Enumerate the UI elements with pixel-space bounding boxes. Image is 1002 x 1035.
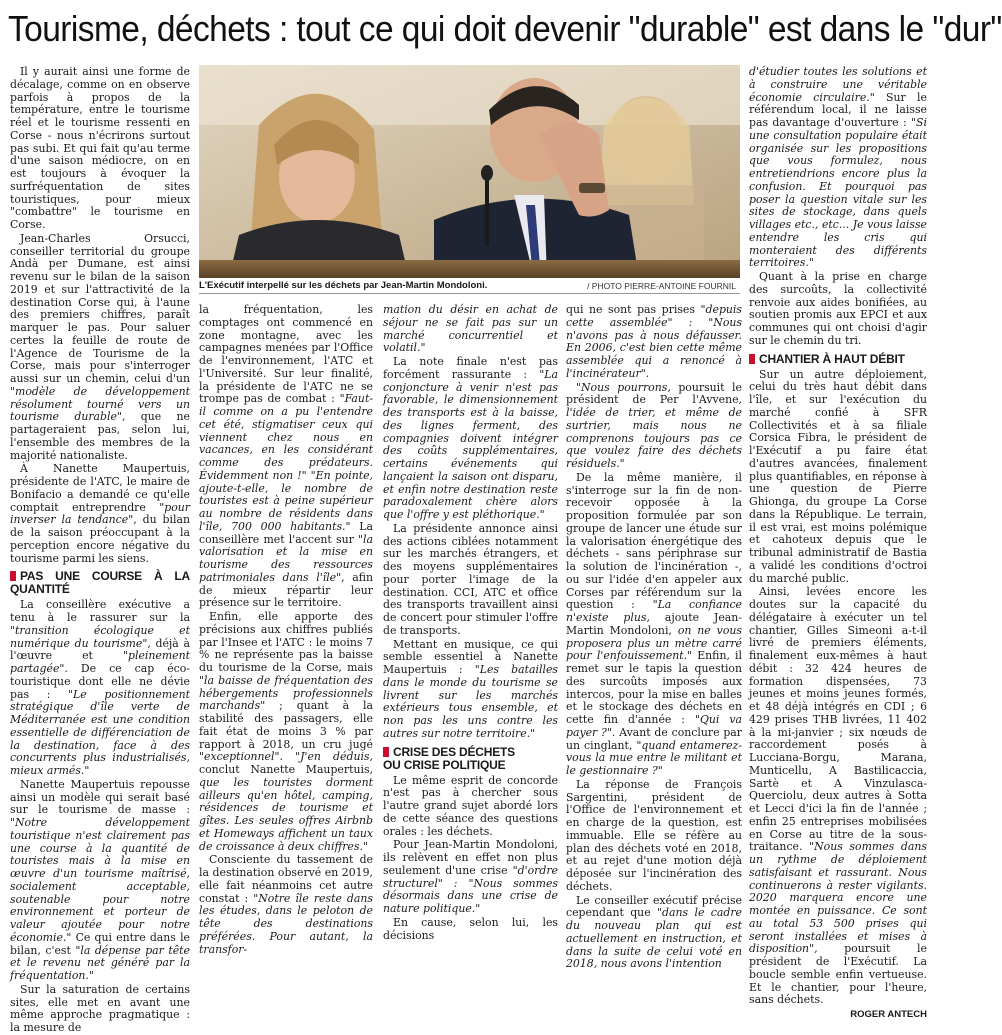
subhead-marker-icon [749, 354, 755, 364]
article-column-5 [749, 65, 927, 1020]
article-photo [199, 65, 740, 278]
paragraph: Jean-Charles Orsucci, conseiller territorial du groupe Andà per Dumane, est ainsi revenu sur le bilan de la saison 2019 et sur l'attractivité de la destination Corse qui, à l'aune des premiers chiffres, paraît marquer le pas. Pour saluer certes la feuille de route de l'Agence de Tourisme de la Corse, mais pour s'interroger aussi sur un chemin, celui d'un "modèle de développement résolument tourné vers un tourisme durable", que ne partageraient pas, selon lui, l'ensemble des membres de la majorité nationaliste. [10, 231, 190, 462]
photo-credit: / PHOTO PIERRE-ANTOINE FOURNIL [587, 281, 736, 291]
article-column-3 [383, 303, 558, 942]
section-subhead: CRISE DES DÉCHETS OU CRISE POLITIQUE [383, 744, 515, 772]
paragraph: d'étudier toutes les solutions et à construire une véritable économie circulaire." Sur le référendum local, il ne laisse pas davantage d'ouverture : "Si une consultation populaire était organisée sur les propositions que vous formulez, nous entretiendrions encore plus la confusion. Et pourquoi pas poser la question vitale sur les sites de stockage, dans quels villages etc., etc... Je vous laisse entendre les cris qui monteraient des différents territoires." [749, 65, 927, 270]
paragraph: qui ne sont pas prises "depuis cette assemblée" : "Nous n'avons pas à nous défausser. En 2006, c'est bien cette même assemblée qui a renoncé à l'incinérateur". [566, 303, 742, 380]
photo-caption [199, 278, 740, 294]
paragraph: Enfin, elle apporte des précisions aux chiffres publiés par l'Insee et l'ATC : le moins 7 % ne représente pas la baisse du tourisme de la Corse, mais "la baisse de fréquentation des hébergements professionnels marchands" ; quant à la stabilité des passagers, elle fait état de moins 3 % par rapport à 2018, un cru jugé "exceptionnel". "J'en déduis, conclut Nanette Maupertuis, que les touristes dorment ailleurs qu'en hôtel, camping, résidences de tourisme et gîtes. Les seules offres Airbnb et Homeways affichent un taux de croissance à deux chiffres." [199, 610, 373, 853]
headline: Tourisme, déchets : tout ce qui doit devenir "durable" est dans le "dur" [8, 8, 1002, 49]
paragraph: Mettant en musique, ce qui semble essentiel à Nanette Maupertuis : "Les batailles dans le monde du tourisme se livrent sur les marchés extérieurs tous ensemble, et non pas les uns contre les autres sur notre territoire." [383, 637, 558, 740]
paragraph: Sur la saturation de certains sites, elle met en avant une même approche pragmatique : la mesure de [10, 982, 190, 1034]
paragraph: Le conseiller exécutif précise cependant que "dans le cadre du nouveau plan qui est actuellement en instruction, et dans la suite de celui voté en 2018, nous avons l'intention [566, 893, 742, 971]
paragraph: Le même esprit de concorde n'est pas à chercher sous l'autre grand sujet abordé lors de cette séance des questions orales : les déchets. [383, 773, 558, 838]
article-column-1 [10, 65, 190, 1034]
assembly-session-photo-icon [199, 65, 740, 278]
paragraph: mation du désir en achat de séjour ne se fait pas sur un marché concurrentiel et volatil." [383, 303, 558, 355]
section-subhead: CHANTIER À HAUT DÉBIT [749, 353, 927, 366]
paragraph: Ainsi, levées encore les doutes sur la capacité du délégataire à exécuter un tel chantier, Gilles Simeoni a-t-il livré de premiers éléments, finalement eux-mêmes à haut débit : 32 424 heures de formation dispensées, 73 jeunes et moins jeunes formés, et 48 déjà intégrés en CDI ; 6 429 prises THB livrées, 11 402 à la mi-janvier ; six nœuds de raccordement posés à Lucciana-Borgu, Marana, Munticellu, A Bastilicaccia, Sartè et A Vinzulasca-Querciolu, deux autres à Sotta et Lecci d'ici la fin de l'année ; enfin 25 entreprises mobilisées en Corse au titre de la sous-traitance. "Nous sommes dans un rythme de déploiement satisfaisant et rassurant. Nous continuerons à rester vigilants. 2020 marquera encore une montée en puissance. Ce sont au total 53 500 prises qui seront installées et mises à disposition", poursuit le président de l'Exécutif. La boucle semble enfin vertueuse. Et le chantier, pour l'heure, sans déchets. [749, 585, 927, 1007]
paragraph: De la même manière, il s'interroge sur la fin de non-recevoir opposée à la proposition formulée par son groupe de lancer une étude sur la valorisation énergétique des déchets - sans périphrase sur la solution de l'incinération -, ou sur l'idée d'en appeler aux Corses par référendum sur la question : "La confiance n'existe plus, ajoute Jean-Martin Mondoloni, on ne vous proposera plus un mètre carré pour l'enfouissement." Enfin, il remet sur le tapis la question des surcoûts imposés aux intercos, pour la mise en balles et le stockage des déchets en cette fin d'année : "Qui va payer ?". Avant de conclure par un cinglant, "quand entamerez-vous la mue entre le militant et le gestionnaire ?" [566, 470, 743, 777]
paragraph: La présidente annonce ainsi des actions ciblées notamment sur les marchés étrangers, et des moyens supplémentaires pour porter l'image de la destination. CCI, ATC et office des transports travaillent ainsi de concert pour stimuler l'offre de transports. [383, 521, 558, 637]
paragraph: Il y aurait ainsi une forme de décalage, comme on en observe parfois à propos de la température, entre le tourisme réel et le tourisme ressenti en Corse - nous n'écrirons surtout pas subi. Et qui fait qu'au terme d'une saison médiocre, on en est toujours à évoquer la surfréquentation de sites touristiques, pour mieux "combattre" le tourisme en Corse. [10, 65, 190, 231]
paragraph: Quant à la prise en charge des surcoûts, la collectivité renvoie aux aides bonifiées, au soutien promis aux EPCI et aux communes qui ont choisi d'agir sur le chemin du tri. [749, 270, 927, 347]
paragraph: En cause, selon lui, les décisions [383, 915, 558, 942]
paragraph: Pour Jean-Martin Mondoloni, ils relèvent en effet non plus seulement d'une crise "d'ordre structurel" : "Nous sommes désormais dans une crise de nature politique." [383, 838, 558, 915]
subhead-marker-icon [383, 747, 389, 757]
paragraph: "Nous pourrons, poursuit le président de Per l'Avvene, l'idée de trier, et même de surtrier, mais nous ne comprenons toujours pas ce que voulez faire des déchets résiduels." [566, 380, 742, 470]
paragraph: Nanette Maupertuis repousse ainsi un modèle qui serait basé sur le tourisme de masse : "Notre développement touristique n'est clairement pas une course à la quantité de touristes mais à la mise en œuvre d'un tourisme maîtrisé, socialement acceptable, soutenable pour notre environnement et porteur de valeur ajoutée pour notre économie." Ce qui entre dans le bilan, c'est "la dépense par tête et le revenu net généré par la fréquentation." [10, 777, 190, 982]
paragraph: La note finale n'est pas forcément rassurante : "La conjoncture à venir n'est pas favorable, le dimensionnement des transports est à la baisse, des lignes ferment, des compagnies doivent intégrer des coûts supplémentaires, certains événements qui lançaient la saison ont disparu, et enfin notre destination reste paradoxalement chère alors que l'offre y est pléthorique." [383, 355, 558, 521]
paragraph: Consciente du tassement de la destination observé en 2019, elle fait néanmoins cet autre constat : "Notre île reste dans les études, dans le peloton de tête des destinations préférées. Pour autant, la transfor- [199, 853, 373, 956]
paragraph: la fréquentation, les comptages ont commencé en zone montagne, avec les campagnes menées par l'Office de l'environnement, l'ATC et l'Université. Sur leur finalité, la présidente de l'ATC ne se trompe pas de combat : "Faut-il comme on a pu l'entendre cet été, stigmatiser ceux qui viennent chez nous en vacances, en les considérant comme des prédateurs. Évidemment non !" "En pointe, ajoute-t-elle, le nombre de touristes est à peine supérieur au nombre de résidents dans l'île, 700 000 habitants." La conseillère met l'accent sur "la valorisation et la mise en tourisme des ressources patrimoniales dans l'île", afin de mieux répartir leur présence sur le territoire. [199, 303, 374, 610]
subhead-marker-icon [10, 571, 16, 581]
caption-text: L'Exécutif interpellé sur les déchets par Jean-Martin Mondoloni. [199, 280, 488, 291]
paragraph: La conseillère exécutive a tenu à le rassurer sur la "transition écologique et numérique du tourisme", déjà à l'œuvre et "pleinement partagée". De ce cap éco-touristique dont elle ne dévie pas : "Le positionnement stratégique d'île verte de Méditerranée est une condition essentielle de différenciation de la destination, face à des concurrents plus industrialisés, mieux armés." [10, 598, 190, 777]
paragraph: Sur un autre déploiement, celui du très haut débit dans l'île, et sur l'exécution du marché confié à SFR Collectivités et à sa filiale Corsica Fibra, le président de l'Exécutif a pu faire état d'autres avancées, finalement plus quantifiables, en réponse à une question de Pierre Ghionga, du groupe La Corse dans la République. Le terrain, il est vrai, est moins polémique et cahoteux depuis que le tribunal administratif de Bastia a validé les conditions d'octroi du marché public. [749, 367, 927, 585]
article-column-4 [566, 303, 743, 971]
article-column-2 [199, 303, 374, 956]
paragraph: La réponse de François Sargentini, président de l'Office de l'environnement et en charge de la question, est immuable. Elle se réfère au plan des déchets voté en 2018, et au rejet d'une motion déjà déposée sur l'incinération des déchets. [566, 777, 742, 893]
paragraph: À Nanette Maupertuis, présidente de l'ATC, le maire de Bonifacio a demandé ce qu'elle comptait entreprendre "pour inverser la tendance", du bilan de la saison préoccupant à la perception encore négative du tourisme parmi les siens. [10, 462, 190, 565]
author-signature: ROGER ANTECH [850, 1009, 927, 1020]
section-subhead: PAS UNE COURSE À LA QUANTITÉ [10, 569, 190, 597]
